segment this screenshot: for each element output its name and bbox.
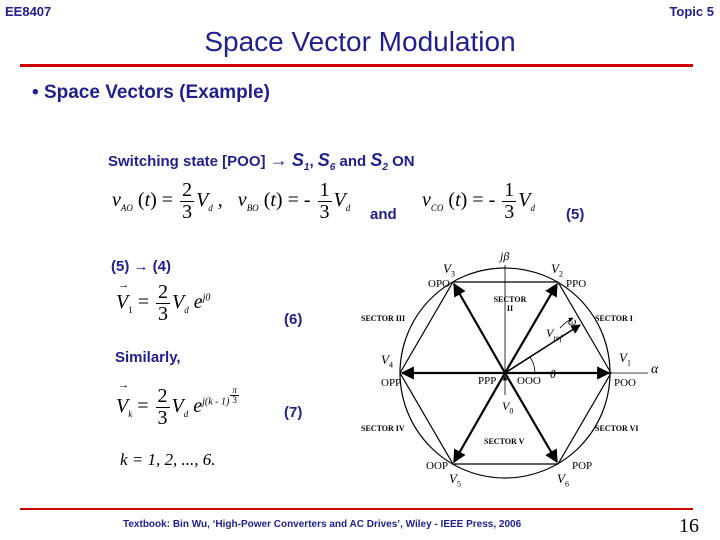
- v4-label: $V_4$: [381, 352, 393, 370]
- v3-state: OPO: [428, 278, 451, 290]
- eq6-number: (6): [284, 311, 303, 328]
- alpha-label: α: [651, 362, 659, 377]
- equation-6: → $V_1$ = $\frac{2}{3}$ $V_d$ $e^{j0}$: [116, 279, 211, 325]
- page-title: Space Vector Modulation: [204, 26, 516, 57]
- eq5-number: (5): [566, 206, 585, 223]
- s-suffix: ON: [387, 153, 415, 170]
- title-rule: [20, 64, 693, 67]
- s1-sub: 1: [303, 162, 310, 173]
- jbeta-label: jβ: [500, 249, 510, 263]
- v4-state: OPP: [381, 377, 402, 389]
- v5-state: OOP: [426, 460, 449, 472]
- equation-5-vco: $v_{CO}$ (t) = - $\frac{1}{3}$ $V_d$: [422, 179, 535, 223]
- topic-label: Topic 5: [669, 4, 714, 19]
- arrow-icon: →: [269, 150, 288, 170]
- bullet-heading: [32, 82, 270, 104]
- v2-state: PPO: [566, 278, 587, 290]
- omega-label: ω: [568, 314, 577, 328]
- switching-state-line: [108, 150, 415, 173]
- v0-label: $V_0$: [502, 399, 514, 416]
- sector-v-label: SECTOR V: [484, 437, 525, 446]
- switching-prefix: Switching state [POO]: [108, 153, 266, 170]
- bullet-icon: •: [32, 82, 44, 103]
- s-comma: ,: [309, 153, 318, 170]
- sector-iii-label: SECTOR III: [361, 314, 406, 323]
- s-and: and: [335, 153, 371, 170]
- v3-label: $V_3$: [443, 261, 455, 279]
- theta-label: θ: [550, 367, 556, 381]
- ppp-label: PPP: [478, 375, 497, 387]
- and-label: and: [370, 206, 397, 223]
- course-code: EE8407: [5, 4, 52, 19]
- vref-label: $V_{ref}$: [546, 326, 562, 343]
- v1-label: $V_1$: [619, 350, 631, 368]
- similarly-label: Similarly,: [115, 349, 181, 366]
- sector-vi-label: SECTOR VI: [595, 424, 639, 433]
- substitution-step: (5) → (4): [111, 258, 171, 275]
- vref-vector: [505, 325, 580, 373]
- sector-ii-label: SECTOR II: [493, 295, 527, 313]
- equation-7: → $V_k$ = $\frac{2}{3}$ $V_d$ $e^{j(k - 1)}$ $\frac{\pi}{3}$: [116, 379, 237, 429]
- v2-label: $V_2$: [551, 261, 563, 279]
- v6-label: $V_6$: [557, 471, 569, 489]
- sector-iv-label: SECTOR IV: [361, 424, 405, 433]
- v1-state: POO: [614, 377, 637, 389]
- v5-label: $V_5$: [449, 471, 461, 489]
- s6-sub: 6: [329, 162, 336, 173]
- sector-i-label: SECTOR I: [595, 314, 633, 323]
- page-number: 16: [679, 515, 699, 537]
- bullet-text: Space Vectors (Example): [43, 82, 270, 103]
- footer-rule: [20, 508, 693, 510]
- s6-symbol: S: [317, 150, 330, 170]
- equation-5: $v_{AO}$ (t) = $\frac{2}{3}$ $V_d$ , $v_{BO}$ (t) = - $\frac{1}{3}$ $V_d$: [112, 179, 351, 223]
- eq7-number: (7): [284, 404, 303, 421]
- s2-symbol: S: [370, 150, 383, 170]
- v6-state: POP: [572, 460, 593, 472]
- origin-dot: [503, 371, 507, 375]
- footer-textbook: Textbook: Bin Wu, ‘High-Power Converters and AC Drives’, Wiley - IEEE Press, 2006: [123, 519, 522, 530]
- s1-symbol: S: [291, 150, 304, 170]
- ooo-label: OOO: [517, 375, 541, 387]
- k-range: k = 1, 2, ..., 6.: [120, 450, 216, 469]
- s2-sub: 2: [382, 162, 388, 173]
- theta-arc: [530, 357, 535, 373]
